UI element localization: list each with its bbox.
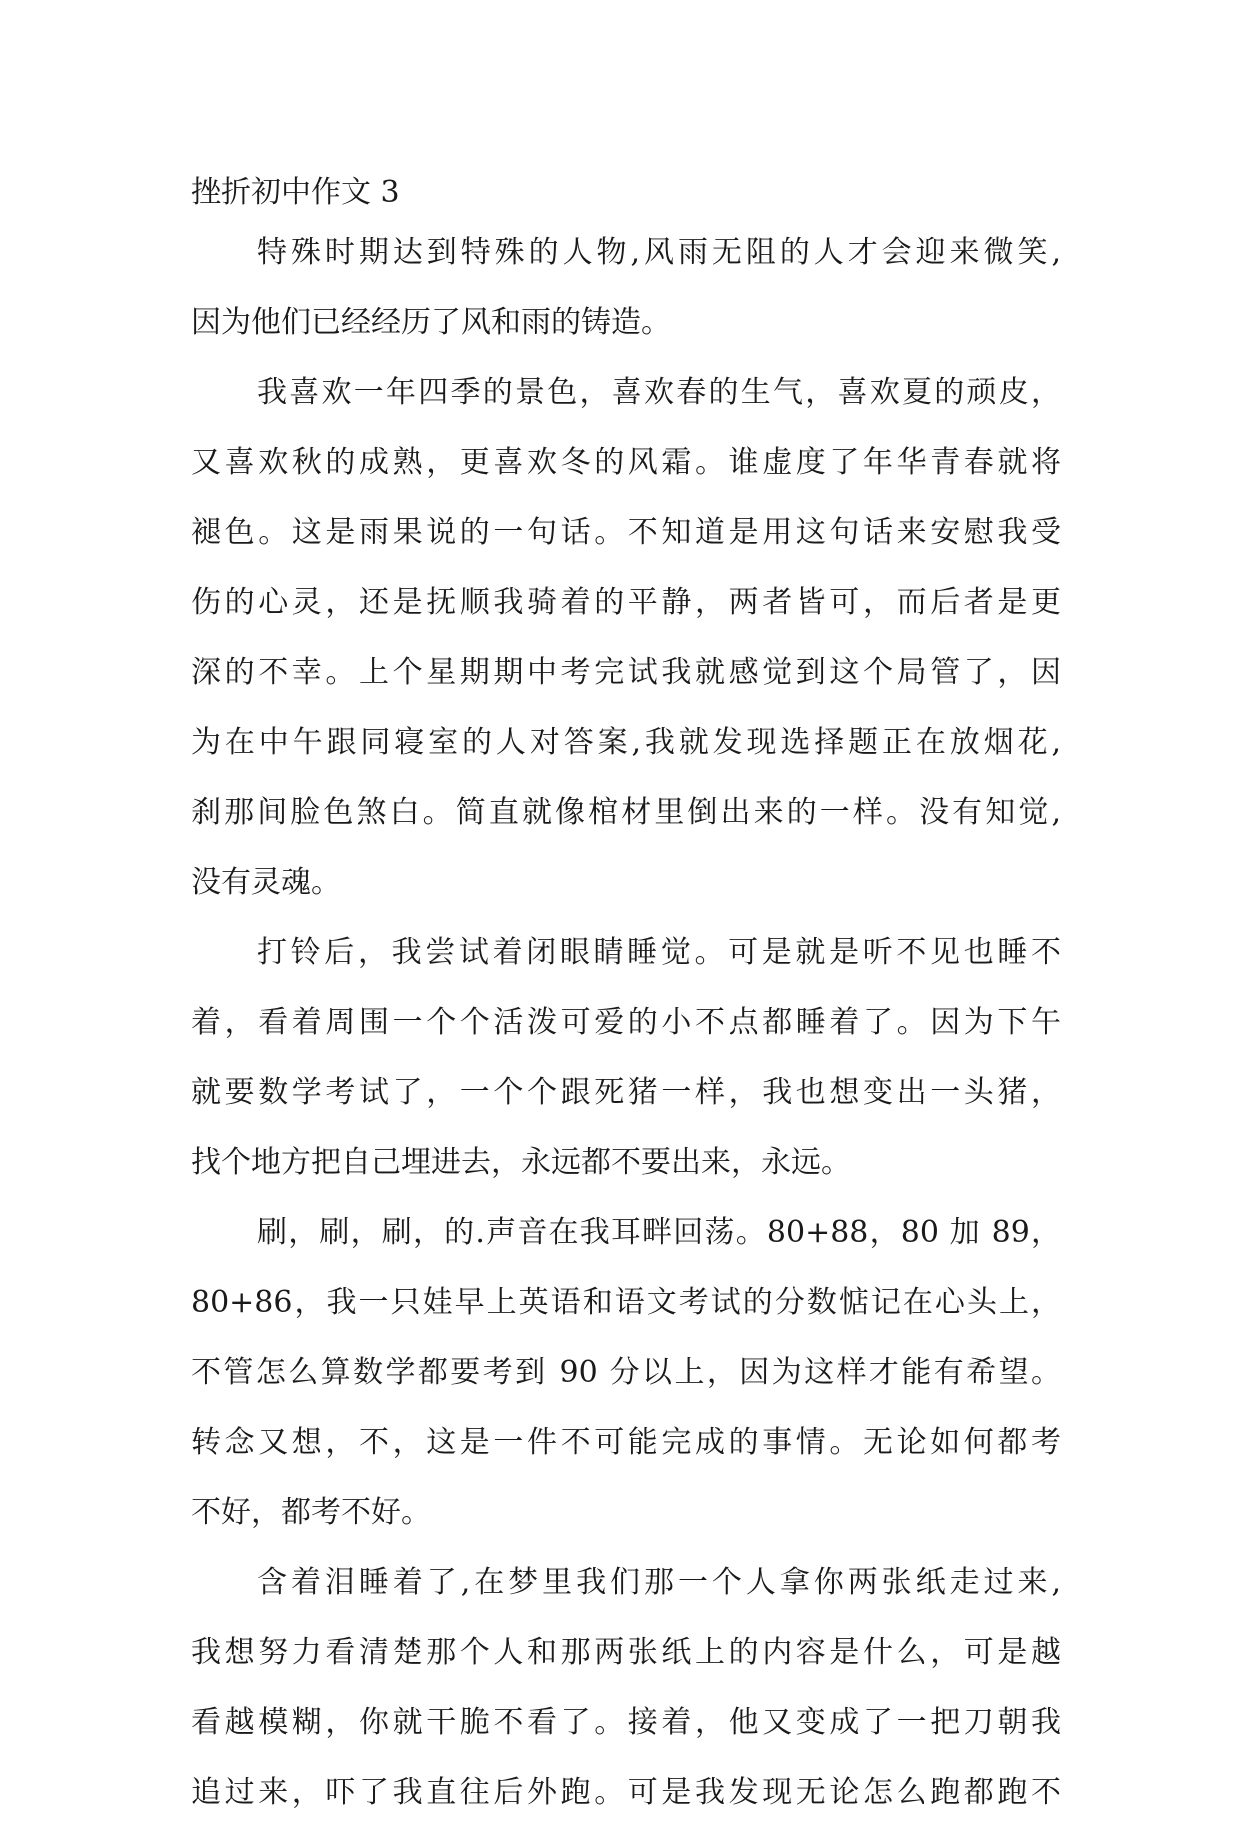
text-line: 着，看着周围一个个活泼可爱的小不点都睡着了。因为下午 [191,1005,1061,1040]
text-line: 又喜欢秋的成熟，更喜欢冬的风霜。谁虚度了年华青春就将 [191,445,1061,480]
text-line: 我想努力看清楚那个人和那两张纸上的内容是什么，可是越 [191,1635,1061,1670]
document-title: 挫折初中作文 3 [191,175,400,210]
text-line: 没有灵魂。 [191,865,341,900]
text-line: 找个地方把自己埋进去，永远都不要出来，永远。 [191,1145,851,1180]
text-line: 不管怎么算数学都要考到 90 分以上，因为这样才能有希望。 [191,1355,1061,1390]
text-line: 刹那间脸色煞白。简直就像棺材里倒出来的一样。没有知觉, [191,795,1061,830]
text-line: 转念又想，不，这是一件不可能完成的事情。无论如何都考 [191,1425,1061,1460]
text-line: 就要数学考试了，一个个跟死猪一样，我也想变出一头猪， [191,1075,1061,1110]
document-body [191,158,1061,1838]
text-line: 褪色。这是雨果说的一句话。不知道是用这句话来安慰我受 [191,515,1061,550]
text-line: 伤的心灵，还是抚顺我骑着的平静，两者皆可，而后者是更 [191,585,1061,620]
text-line: 含着泪睡着了,在梦里我们那一个人拿你两张纸走过来, [257,1565,1061,1600]
text-line: 特殊时期达到特殊的人物,风雨无阻的人才会迎来微笑, [257,235,1061,270]
text-line: 刷，刷，刷，的.声音在我耳畔回荡。80+88，80 加 89， [257,1215,1061,1250]
text-line: 追过来，吓了我直往后外跑。可是我发现无论怎么跑都跑不 [191,1775,1061,1810]
text-line: 为在中午跟同寝室的人对答案,我就发现选择题正在放烟花, [191,725,1061,760]
text-line: 看越模糊，你就干脆不看了。接着，他又变成了一把刀朝我 [191,1705,1061,1740]
essay-text [191,228,1061,1818]
text-line: 因为他们已经经历了风和雨的铸造。 [191,305,671,340]
text-line: 深的不幸。上个星期期中考完试我就感觉到这个局管了，因 [191,655,1061,690]
text-line: 80+86，我一只娃早上英语和语文考试的分数惦记在心头上， [191,1285,1061,1320]
text-line: 打铃后，我尝试着闭眼睛睡觉。可是就是听不见也睡不 [257,935,1061,970]
text-line: 不好，都考不好。 [191,1495,431,1530]
text-line: 我喜欢一年四季的景色，喜欢春的生气，喜欢夏的顽皮， [257,375,1061,410]
